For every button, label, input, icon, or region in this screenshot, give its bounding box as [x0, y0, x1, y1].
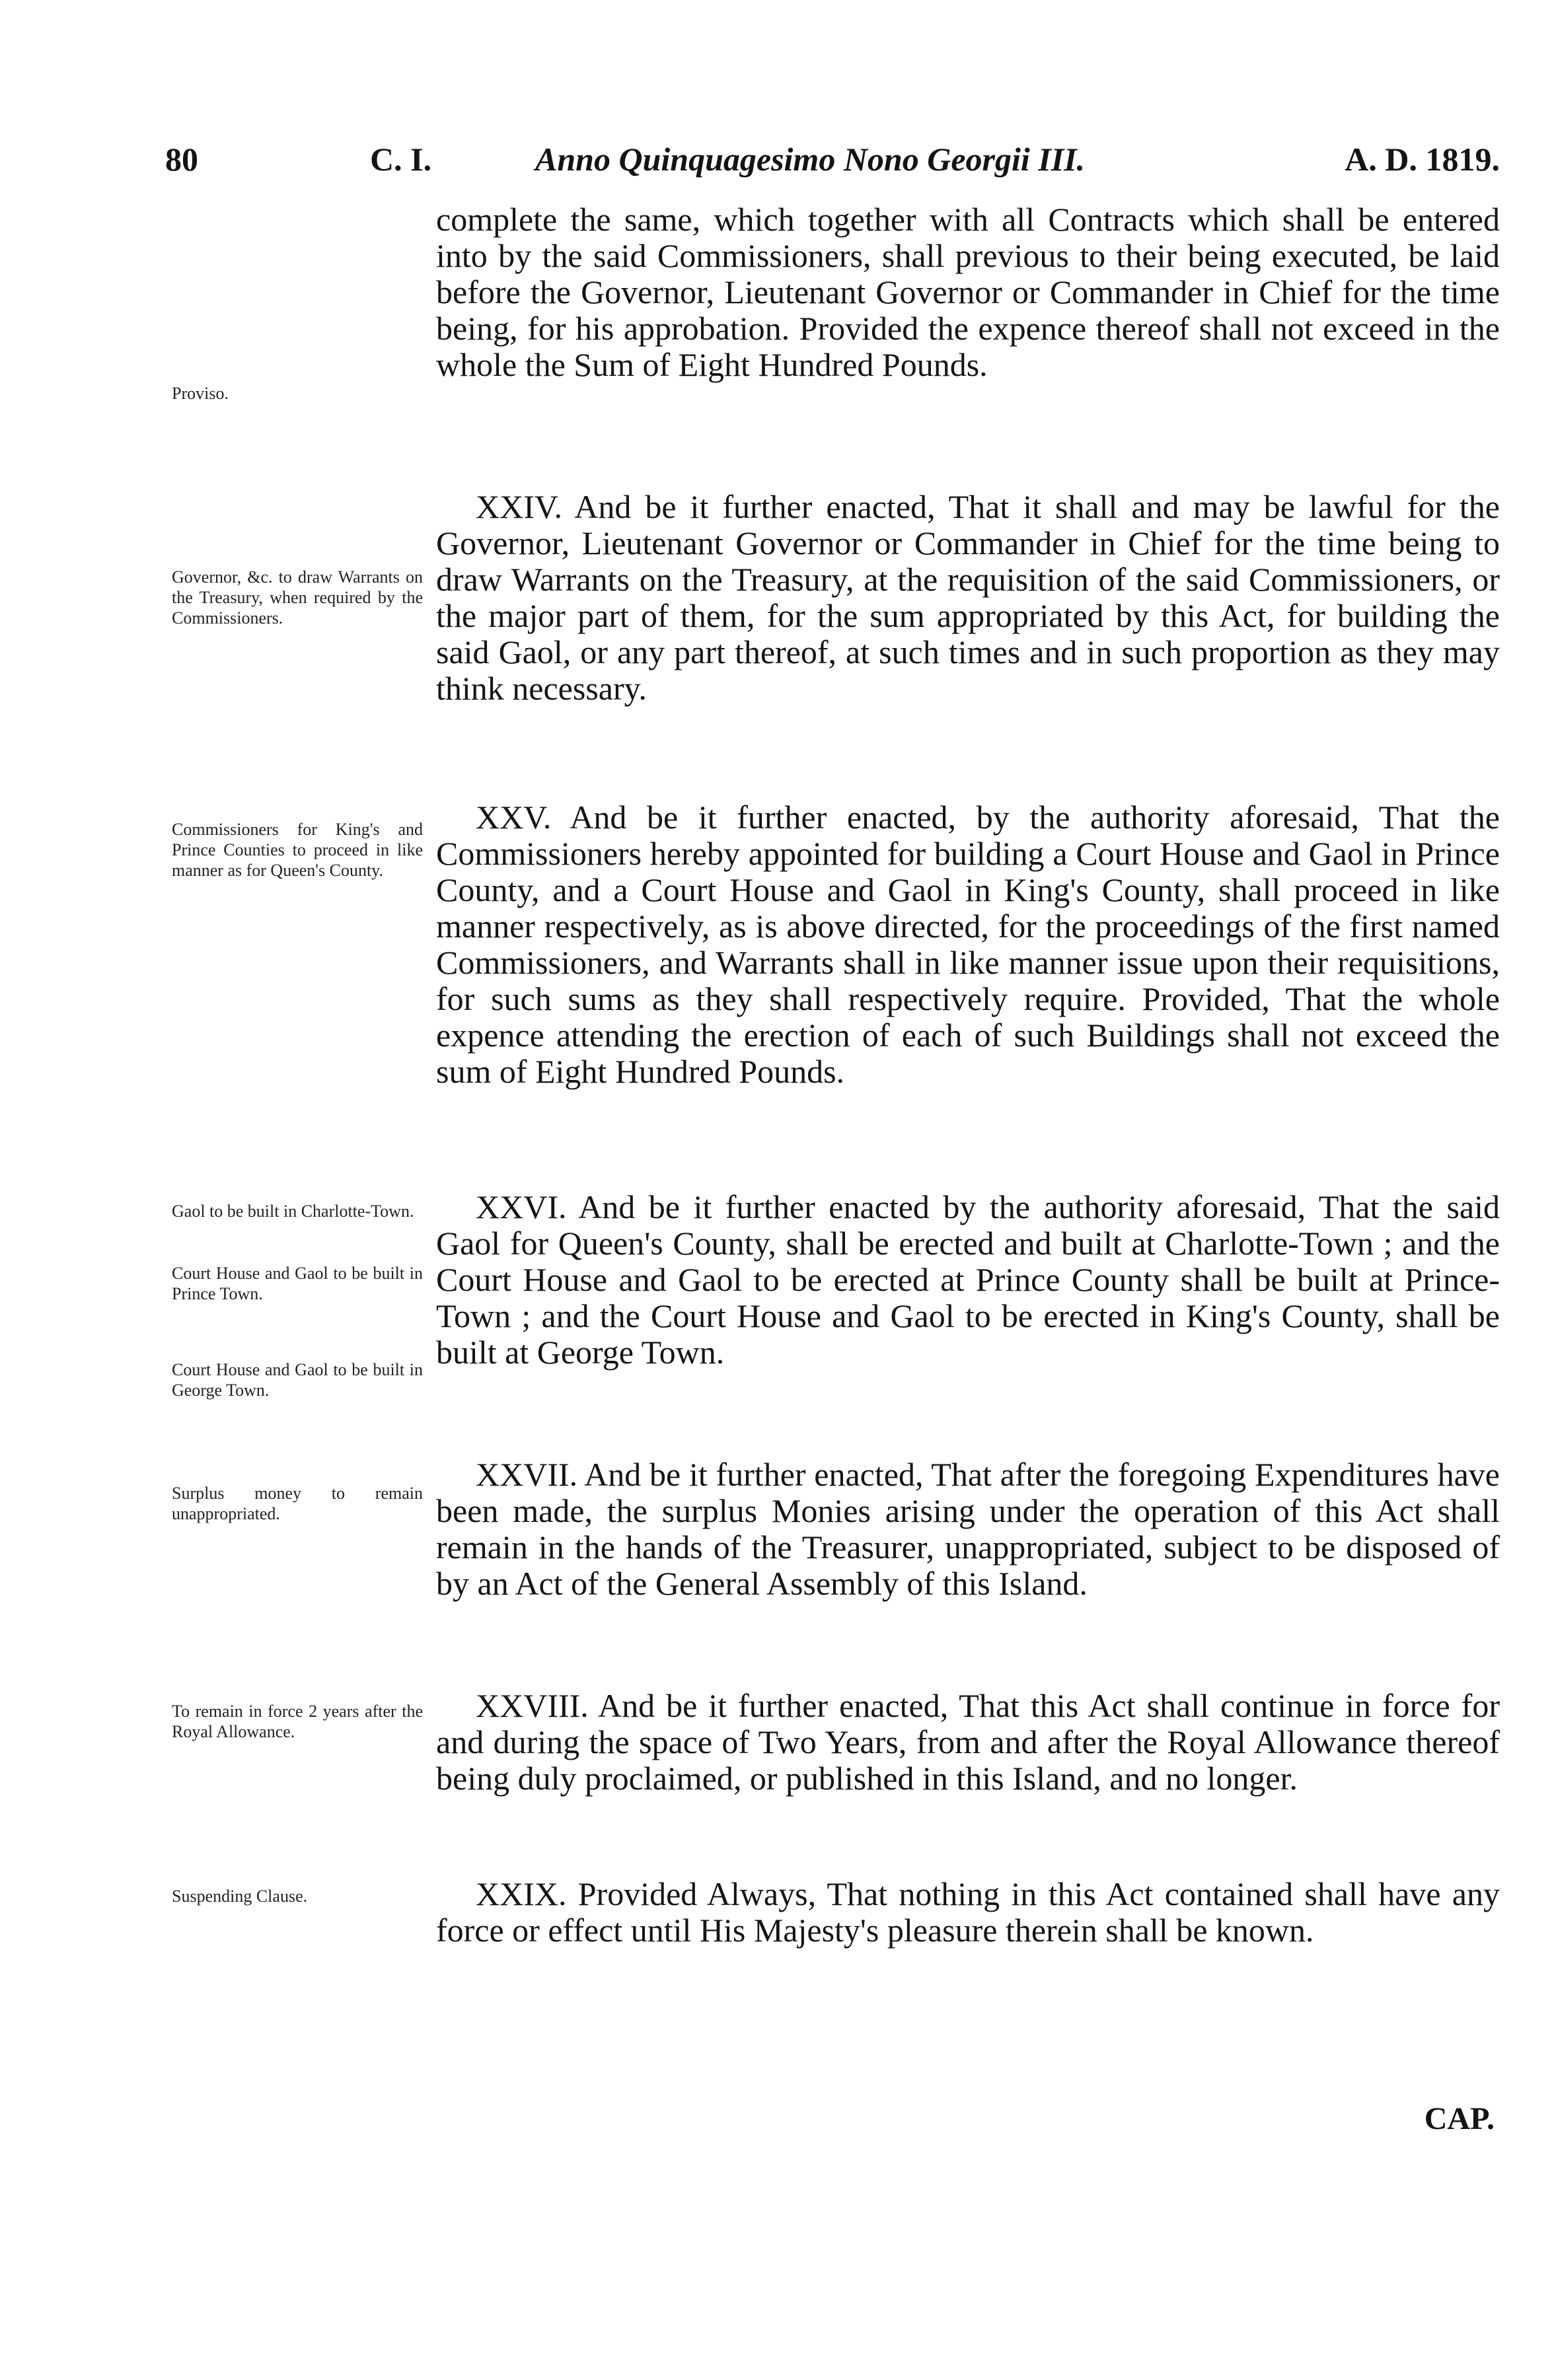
section-text: complete the same, which together with all Contracts which shall be entered into by the said Commissioners, shall previous to their being executed, be laid before the Governor, Lieutenant Governor or Commander in Chief for the time being, for his approbation. Provided the expence thereof shall not exceed in the whole the Sum of Eight Hundred Pounds. — [436, 201, 1500, 383]
running-header — [165, 140, 1500, 193]
chapter-number: C. I. — [370, 141, 432, 178]
margin-note-george-town: Court House and Gaol to be built in George Town. — [172, 1360, 423, 1400]
page-number: 80 — [165, 141, 198, 178]
header-year: A. D. 1819. — [1345, 141, 1500, 178]
margin-note-warrants: Governor, &c. to draw Warrants on the Treasury, when required by the Commissioners. — [172, 567, 423, 628]
margin-note-suspending: Suspending Clause. — [172, 1887, 308, 1906]
section-text: XXV. And be it further enacted, by the authority aforesaid, That the Commissioners hereby appointed for building a Court House and Gaol in Prince County, and a Court House and Gaol in King's County, shall proceed in like manner respectively, as is above directed, for the proceedings of the first named Commissioners, and Warrants shall in like manner issue upon their requisitions, for such sums as they shall respectively require. Provided, That the whole expence attending the erection of each of such Buildings shall not exceed the sum of Eight Hundred Pounds. — [436, 799, 1500, 1090]
margin-note-kings-prince: Commissioners for King's and Prince Counties to proceed in like manner as for Queen's County. — [172, 820, 423, 880]
margin-note-prince-town: Court House and Gaol to be built in Prince Town. — [172, 1264, 423, 1303]
section-xxiii-continuation — [436, 201, 1500, 383]
running-title: Anno Quinquagesimo Nono Georgii III. — [535, 141, 1086, 178]
section-text: XXIV. And be it further enacted, That it shall and may be lawful for the Governor, Lieutenant Governor or Commander in Chief for the time being to draw Warrants on the Treasury, at the requisition of the said Commissioners, or the major part of them, for the sum appropriated by this Act, for building the said Gaol, or any part thereof, at such times and in such proportion as they may think necessary. — [436, 488, 1500, 707]
section-xxvi — [436, 1189, 1500, 1371]
section-xxvii — [436, 1457, 1500, 1602]
section-xxv — [436, 799, 1500, 1090]
section-xxiv — [436, 489, 1500, 707]
margin-note-surplus: Surplus money to remain unappropriated. — [172, 1484, 423, 1523]
section-text: XXIX. Provided Always, That nothing in this Act contained shall have any force or effect until His Majesty's pleasure therein shall be known. — [436, 1875, 1500, 1949]
margin-note-gaol-charlottetown: Gaol to be built in Charlotte-Town. — [172, 1202, 414, 1221]
margin-note-duration: To remain in force 2 years after the Royal Allowance. — [172, 1702, 423, 1741]
section-text: XXVII. And be it further enacted, That after the foregoing Expenditures have been made, the surplus Monies arising under the operation of this Act shall remain in the hands of the Treasurer, unappropriated, subject to be disposed of by an Act of the General Assembly of this Island. — [436, 1456, 1500, 1602]
section-text: XXVIII. And be it further enacted, That this Act shall continue in force for and during the space of Two Years, from and after the Royal Allowance thereof being duly proclaimed, or published in this Island, and no longer. — [436, 1687, 1500, 1797]
section-xxix — [436, 1876, 1500, 1949]
catchword: CAP. — [1424, 2101, 1495, 2136]
margin-note-proviso: Proviso. — [172, 384, 229, 403]
section-xxviii — [436, 1688, 1500, 1797]
section-text: XXVI. And be it further enacted by the authority aforesaid, That the said Gaol for Queen's County, shall be erected and built at Charlotte-Town ; and the Court House and Gaol to be erected at Prince County shall be built at Prince-Town ; and the Court House and Gaol to be erected in King's County, shall be built at George Town. — [436, 1188, 1500, 1371]
